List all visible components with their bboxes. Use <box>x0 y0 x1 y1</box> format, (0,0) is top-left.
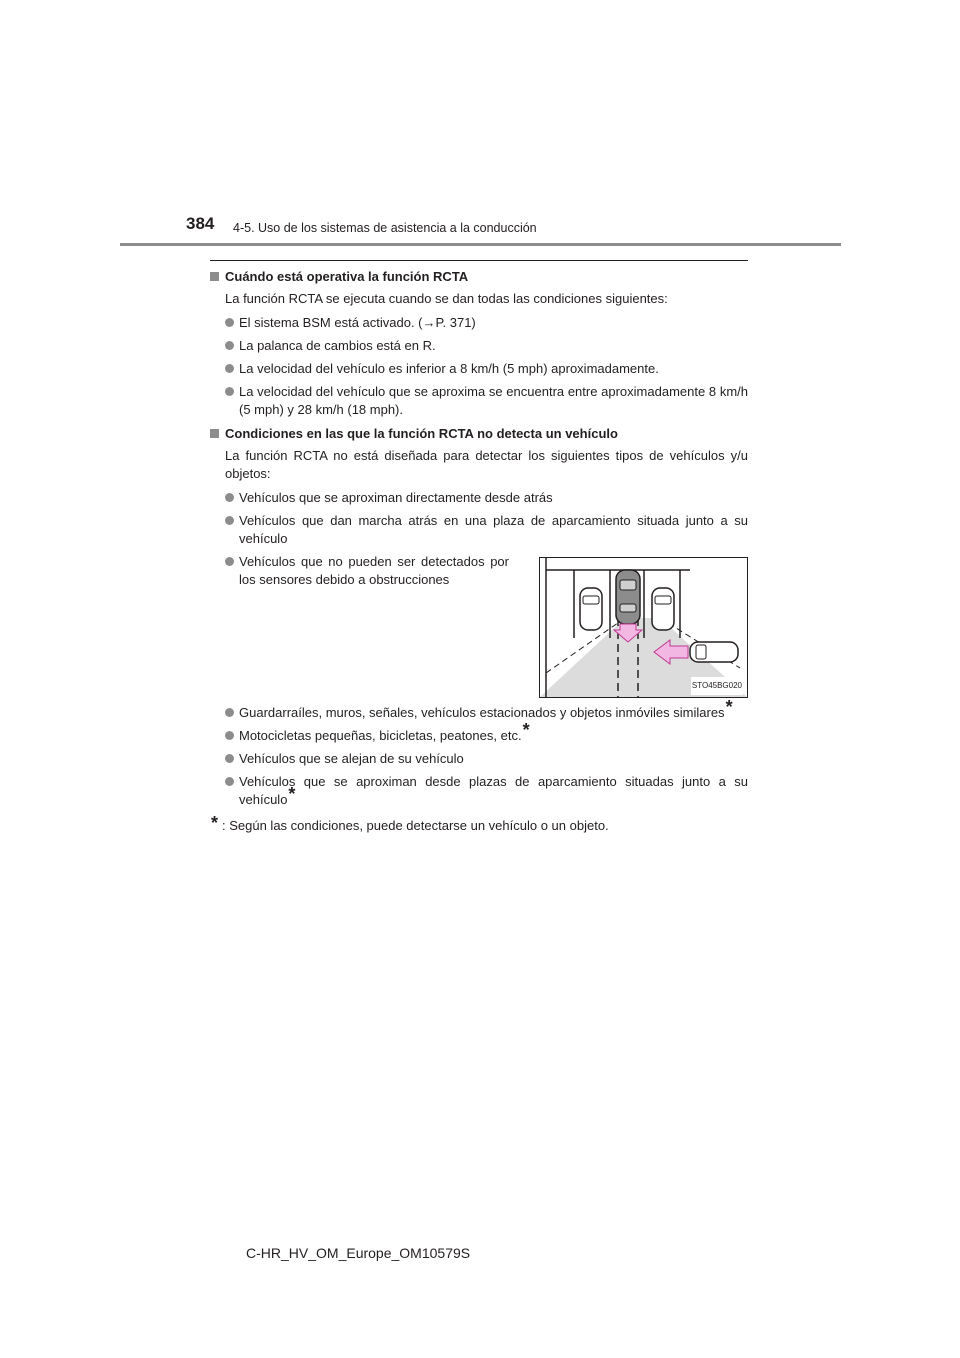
list-item: Vehículos que no pueden ser detectados por los sensores debido a obstrucciones <box>225 553 509 589</box>
parking-illustration <box>539 557 748 698</box>
round-bullet-icon <box>225 493 234 502</box>
round-bullet-icon <box>225 318 234 327</box>
parked-car-left <box>580 588 602 630</box>
asterisk-mark: * <box>522 720 530 740</box>
list-item: La velocidad del vehículo es inferior a 8 km/h (5 mph) aproximadamente. <box>225 360 748 378</box>
list-item: Guardarraíles, muros, señales, vehículos estacionados y objetos inmóviles similares* <box>225 704 748 722</box>
round-bullet-icon <box>225 516 234 525</box>
figure-code: STO45BG020 <box>691 677 743 695</box>
footer-doc-id: C-HR_HV_OM_Europe_OM10579S <box>246 1245 471 1261</box>
list-item: Motocicletas pequeñas, bicicletas, peatones, etc.* <box>225 727 748 745</box>
section-rule <box>210 260 748 261</box>
own-car <box>616 570 640 624</box>
page-content <box>210 268 748 835</box>
list-item: El sistema BSM está activado. (→P. 371) <box>225 314 748 332</box>
page-number: 384 <box>186 214 215 233</box>
parked-car-right <box>652 588 674 630</box>
asterisk-mark: * <box>725 697 733 717</box>
section-heading-operation: Cuándo está operativa la función RCTA <box>210 268 748 286</box>
round-bullet-icon <box>225 387 234 396</box>
round-bullet-icon <box>225 557 234 566</box>
square-bullet-icon <box>210 272 219 281</box>
round-bullet-icon <box>225 731 234 740</box>
list-item: Vehículos que se aproximan desde plazas de aparcamiento situadas junto a su vehículo* <box>225 773 748 809</box>
section-intro: La función RCTA se ejecuta cuando se dan todas las condiciones siguientes: <box>225 291 668 306</box>
section-intro: La función RCTA no está diseñada para detectar los siguientes tipos de vehículos y/u objetos: <box>225 448 748 481</box>
square-bullet-icon <box>210 429 219 438</box>
round-bullet-icon <box>225 364 234 373</box>
chapter-title: 4-5. Uso de los sistemas de asistencia a la conducción <box>233 221 537 235</box>
header-rule <box>120 243 841 246</box>
section-heading-not-detected: Condiciones en las que la función RCTA no detecta un vehículo <box>210 425 748 443</box>
footnote: * : Según las condiciones, puede detectarse un vehículo o un objeto. <box>211 813 609 833</box>
asterisk-mark: * <box>288 784 296 804</box>
list-item: La velocidad del vehículo que se aproxima se encuentra entre aproximadamente 8 km/h (5 mph) y 28 km/h (18 mph). <box>225 383 748 419</box>
round-bullet-icon <box>225 754 234 763</box>
list-item: Vehículos que se aproximan directamente desde atrás <box>225 489 748 507</box>
list-item: Vehículos que dan marcha atrás en una plaza de aparcamiento situada junto a su vehículo <box>225 512 748 548</box>
round-bullet-icon <box>225 708 234 717</box>
list-item: Vehículos que se alejan de su vehículo <box>225 750 748 768</box>
round-bullet-icon <box>225 777 234 786</box>
list-item: La palanca de cambios está en R. <box>225 337 748 355</box>
figure-row <box>210 553 748 704</box>
round-bullet-icon <box>225 341 234 350</box>
